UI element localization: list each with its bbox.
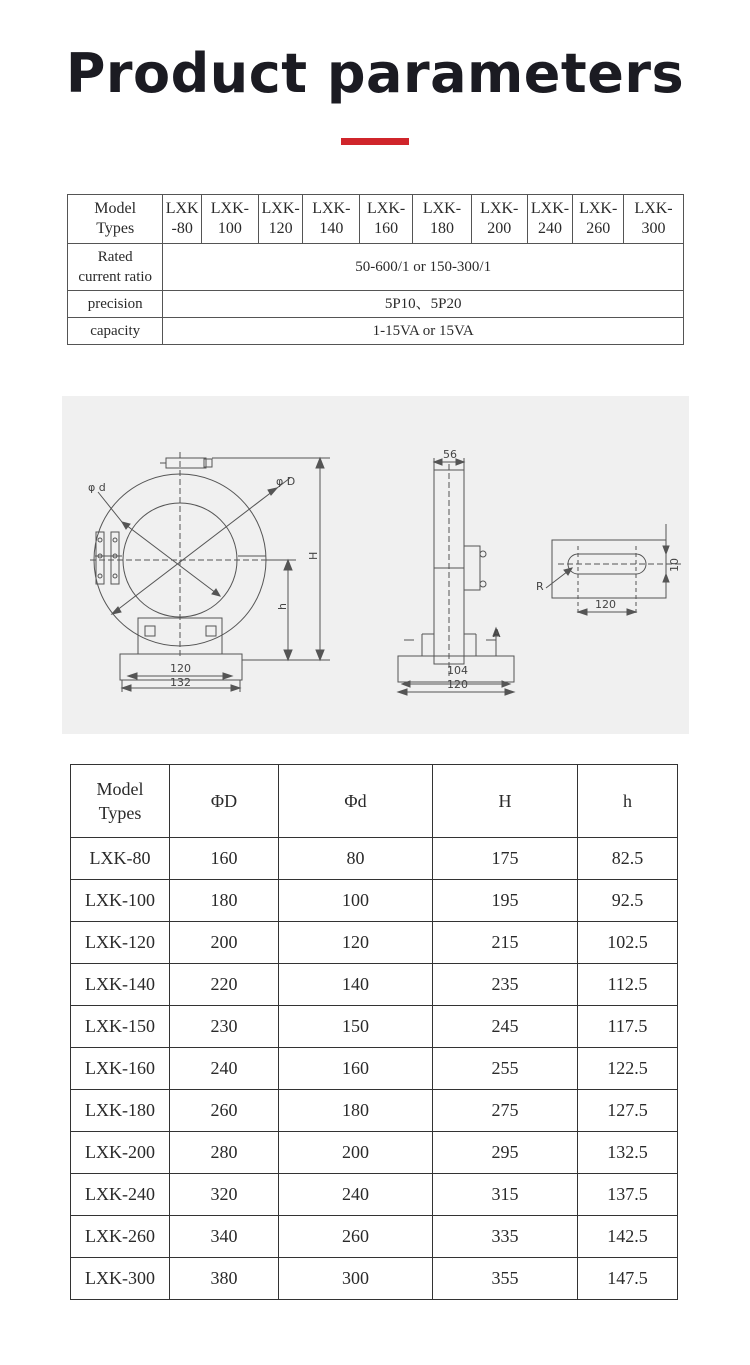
label-phi-d: φ d [88, 481, 106, 494]
spec-table [67, 194, 684, 345]
label-R: R [536, 580, 544, 593]
header-model: Model Types [71, 765, 170, 838]
table-row [71, 1090, 678, 1132]
table-cell: 275 [433, 1090, 578, 1132]
model-types-label: Model Types [68, 195, 163, 244]
table-cell: 82.5 [578, 838, 678, 880]
table-cell: LXK-100 [71, 880, 170, 922]
table-cell: 300 [279, 1258, 433, 1300]
table-cell: 335 [433, 1216, 578, 1258]
table-cell: 102.5 [578, 922, 678, 964]
header-H: H [433, 765, 578, 838]
table-header-row [71, 765, 678, 838]
table-cell: 220 [170, 964, 279, 1006]
model-cell: LXK- 240 [527, 195, 573, 244]
model-cell: LXK- 120 [258, 195, 303, 244]
table-cell: 112.5 [578, 964, 678, 1006]
precision-label: precision [68, 291, 163, 318]
table-cell: 137.5 [578, 1174, 678, 1216]
table-cell: LXK-180 [71, 1090, 170, 1132]
table-cell: 80 [279, 838, 433, 880]
table-row [71, 1258, 678, 1300]
table-row [71, 964, 678, 1006]
table-cell: 92.5 [578, 880, 678, 922]
table-cell: 245 [433, 1006, 578, 1048]
table-cell: 240 [279, 1174, 433, 1216]
header-h: h [578, 765, 678, 838]
table-row [71, 922, 678, 964]
table-row [71, 880, 678, 922]
table-cell: 230 [170, 1006, 279, 1048]
table-cell: 380 [170, 1258, 279, 1300]
table-cell: 175 [433, 838, 578, 880]
model-cell: LXK -80 [163, 195, 202, 244]
table-cell: 340 [170, 1216, 279, 1258]
table-row [71, 1216, 678, 1258]
table-cell: 150 [279, 1006, 433, 1048]
table-cell: 132.5 [578, 1132, 678, 1174]
table-cell: LXK-80 [71, 838, 170, 880]
model-cell: LXK- 160 [360, 195, 413, 244]
header-phi-d: Φd [279, 765, 433, 838]
table-cell: 235 [433, 964, 578, 1006]
model-cell: LXK- 300 [624, 195, 684, 244]
table-cell: 122.5 [578, 1048, 678, 1090]
label-132: 132 [170, 676, 191, 689]
table-cell: 180 [170, 880, 279, 922]
table-cell: 260 [170, 1090, 279, 1132]
table-cell: 260 [279, 1216, 433, 1258]
label-120b: 120 [447, 678, 468, 691]
table-cell: LXK-160 [71, 1048, 170, 1090]
table-cell: 200 [279, 1132, 433, 1174]
table-cell: 160 [170, 838, 279, 880]
table-cell: 255 [433, 1048, 578, 1090]
label-slot-120: 120 [595, 598, 616, 611]
label-h: h [276, 603, 289, 610]
phi-d-arrow [122, 522, 220, 596]
table-row [71, 1174, 678, 1216]
table-cell: LXK-300 [71, 1258, 170, 1300]
table-cell: 147.5 [578, 1258, 678, 1300]
table-cell: 240 [170, 1048, 279, 1090]
table-row [71, 1006, 678, 1048]
page-title: Product parameters [65, 42, 685, 105]
table-cell: 320 [170, 1174, 279, 1216]
capacity-label: capacity [68, 318, 163, 345]
table-cell: 120 [279, 922, 433, 964]
table-cell: 295 [433, 1132, 578, 1174]
table-cell: 117.5 [578, 1006, 678, 1048]
model-cell: LXK- 180 [413, 195, 472, 244]
table-cell: 127.5 [578, 1090, 678, 1132]
table-cell: 100 [279, 880, 433, 922]
table-cell: LXK-240 [71, 1174, 170, 1216]
label-120: 120 [170, 662, 191, 675]
label-phi-D: φ D [276, 475, 296, 488]
precision-value: 5P10、5P20 [163, 291, 684, 318]
capacity-row [68, 318, 684, 345]
table-cell: 215 [433, 922, 578, 964]
dimension-drawing [62, 396, 689, 734]
table-cell: 355 [433, 1258, 578, 1300]
table-row [71, 1048, 678, 1090]
capacity-value: 1-15VA or 15VA [163, 318, 684, 345]
table-row [71, 1132, 678, 1174]
ratio-value: 50-600/1 or 150-300/1 [163, 244, 684, 291]
table-cell: LXK-260 [71, 1216, 170, 1258]
table-cell: 160 [279, 1048, 433, 1090]
model-cell: LXK- 260 [573, 195, 624, 244]
drawing-svg [62, 396, 689, 734]
label-A: A [493, 627, 501, 640]
ratio-row [68, 244, 684, 291]
ratio-label: Rated current ratio [68, 244, 163, 291]
table-cell: 140 [279, 964, 433, 1006]
model-cell: LXK- 100 [201, 195, 258, 244]
header-phi-D: ΦD [170, 765, 279, 838]
title-underline [341, 138, 409, 145]
table-row [71, 838, 678, 880]
table-cell: LXK-120 [71, 922, 170, 964]
label-slot-10: 10 [668, 558, 681, 572]
table-cell: LXK-150 [71, 1006, 170, 1048]
table-cell: LXK-200 [71, 1132, 170, 1174]
table-cell: 280 [170, 1132, 279, 1174]
table-cell: 315 [433, 1174, 578, 1216]
table-cell: LXK-140 [71, 964, 170, 1006]
model-row [68, 195, 684, 244]
label-H: H [307, 551, 320, 560]
model-cell: LXK- 200 [471, 195, 527, 244]
table-cell: 180 [279, 1090, 433, 1132]
table-cell: 200 [170, 922, 279, 964]
precision-row [68, 291, 684, 318]
model-cell: LXK- 140 [303, 195, 360, 244]
dimension-table [70, 764, 678, 1300]
phi-D-arrow [112, 488, 277, 614]
table-cell: 195 [433, 880, 578, 922]
label-104: 104 [447, 664, 468, 677]
table-cell: 142.5 [578, 1216, 678, 1258]
label-56: 56 [443, 448, 457, 461]
